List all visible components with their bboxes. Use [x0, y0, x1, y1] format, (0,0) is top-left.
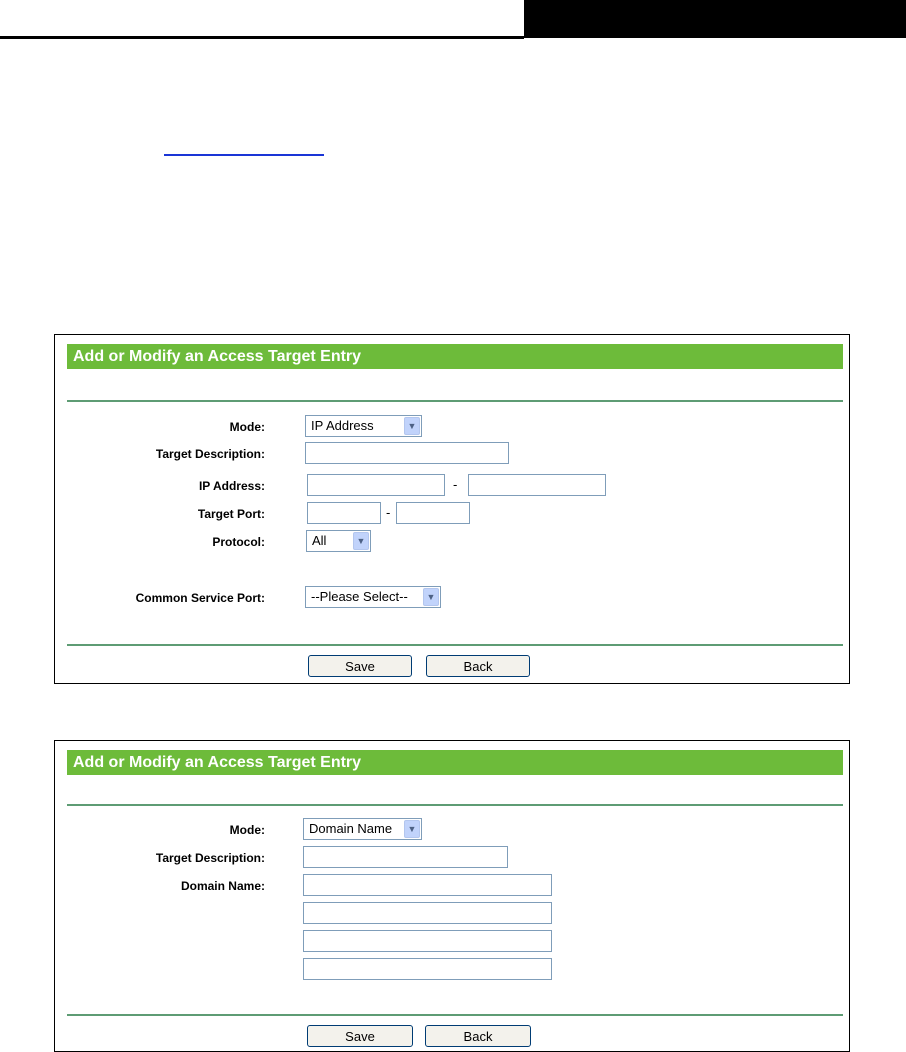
mode-row	[55, 415, 849, 439]
mode-select[interactable]	[303, 818, 422, 840]
target-description-input[interactable]	[305, 442, 509, 464]
ip-address-row	[55, 474, 849, 498]
mode-row	[55, 818, 849, 842]
domain-name-row-4	[55, 958, 849, 982]
common-service-port-label: Common Service Port:	[135, 591, 265, 605]
target-description-label: Target Description:	[155, 447, 265, 461]
panel-title: Add or Modify an Access Target Entry	[67, 750, 843, 775]
domain-name-input-4[interactable]	[303, 958, 552, 980]
separator-top	[67, 804, 843, 806]
mode-select[interactable]	[305, 415, 422, 437]
save-button[interactable]: Save	[307, 1025, 413, 1047]
chevron-down-icon[interactable]: ▼	[353, 532, 369, 550]
target-description-label: Target Description:	[155, 851, 265, 865]
separator-bottom	[67, 644, 843, 646]
page-header-dark-band	[524, 0, 906, 38]
save-button[interactable]: Save	[308, 655, 412, 677]
chevron-down-icon[interactable]: ▼	[404, 417, 420, 435]
port-end-input[interactable]	[396, 502, 470, 524]
port-range-separator: -	[386, 505, 391, 520]
separator-bottom	[67, 1014, 843, 1016]
ip-start-input[interactable]	[307, 474, 445, 496]
common-service-port-row	[55, 586, 849, 610]
ip-range-separator: -	[453, 477, 458, 492]
hyperlink-underline[interactable]	[164, 154, 324, 156]
protocol-label: Protocol:	[212, 535, 265, 549]
domain-name-input-1[interactable]	[303, 874, 552, 896]
mode-select-value: Domain Name	[309, 821, 393, 836]
ip-end-input[interactable]	[468, 474, 606, 496]
chevron-down-icon[interactable]: ▼	[404, 820, 420, 838]
page-header-rule	[0, 36, 524, 39]
port-start-input[interactable]	[307, 502, 381, 524]
domain-name-row-3	[55, 930, 849, 954]
panel-title: Add or Modify an Access Target Entry	[67, 344, 843, 369]
target-port-label: Target Port:	[197, 507, 265, 521]
domain-name-input-3[interactable]	[303, 930, 552, 952]
common-service-port-select[interactable]	[305, 586, 441, 608]
mode-select-value: IP Address	[311, 418, 374, 433]
target-description-input[interactable]	[303, 846, 508, 868]
common-service-port-value: --Please Select--	[311, 589, 408, 604]
access-target-form-domain-mode	[54, 740, 850, 1052]
access-target-form-ip-mode	[54, 334, 850, 684]
target-description-row	[55, 442, 849, 466]
protocol-row	[55, 530, 849, 554]
mode-label: Mode:	[229, 823, 265, 837]
protocol-select[interactable]	[306, 530, 371, 552]
mode-label: Mode:	[229, 420, 265, 434]
ip-address-label: IP Address:	[198, 479, 265, 493]
protocol-select-value: All	[312, 533, 327, 548]
domain-name-row-2	[55, 902, 849, 926]
back-button[interactable]: Back	[425, 1025, 531, 1047]
domain-name-row	[55, 874, 849, 898]
back-button[interactable]: Back	[426, 655, 530, 677]
domain-name-label: Domain Name:	[180, 879, 265, 893]
target-description-row	[55, 846, 849, 870]
chevron-down-icon[interactable]: ▼	[423, 588, 439, 606]
separator-top	[67, 400, 843, 402]
target-port-row	[55, 502, 849, 526]
domain-name-input-2[interactable]	[303, 902, 552, 924]
